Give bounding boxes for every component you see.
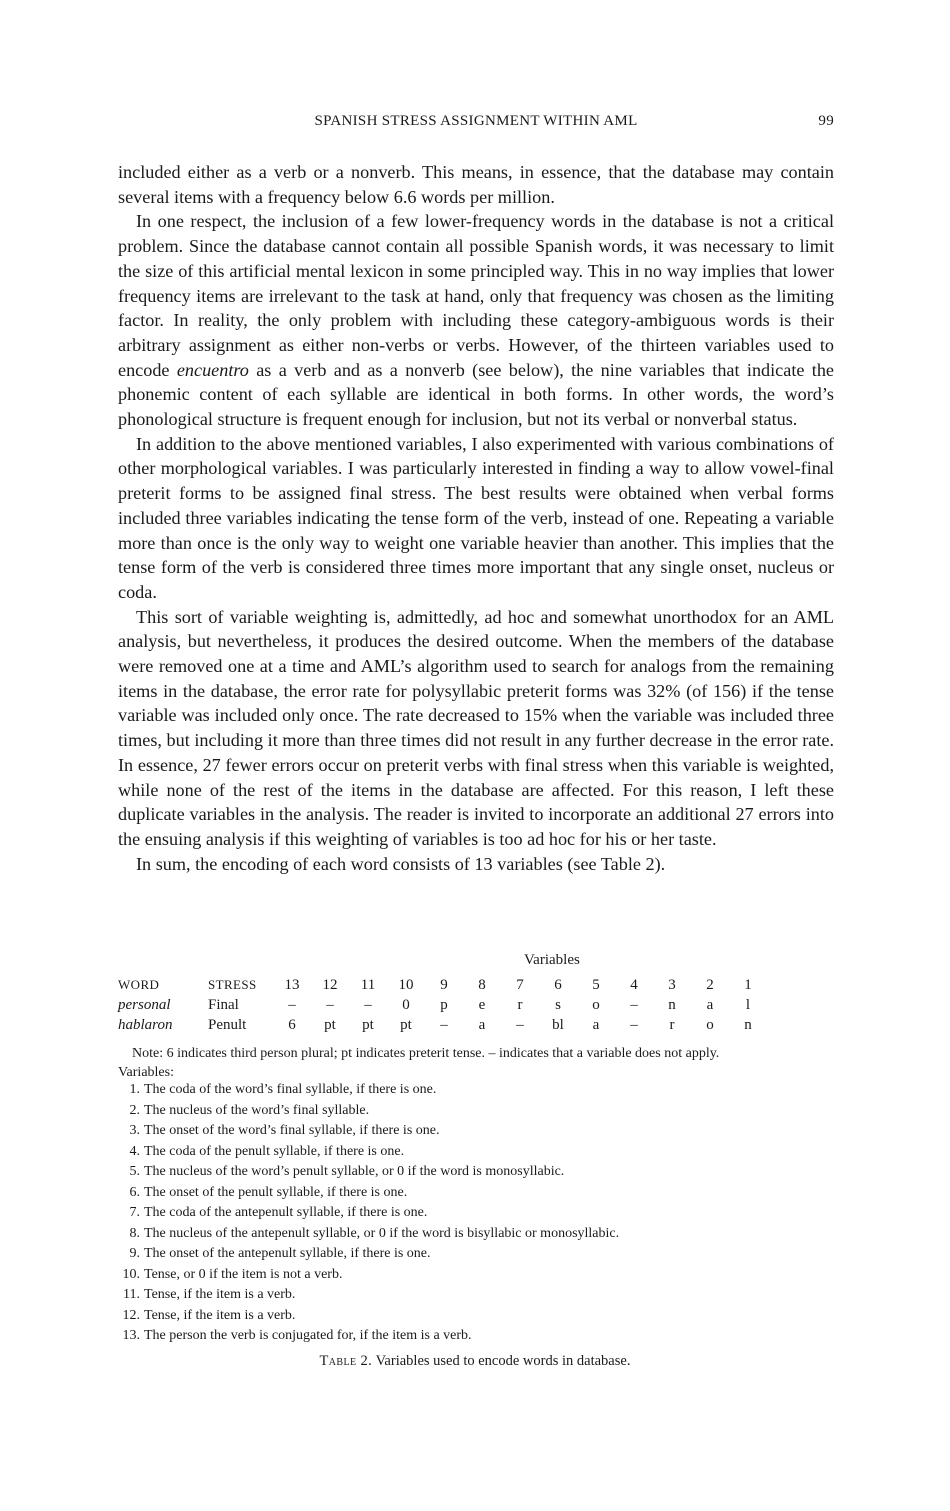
- list-item-number: 9.: [129, 1246, 140, 1261]
- table-row: [118, 1015, 767, 1035]
- table-header-cell: 11: [360, 977, 376, 993]
- table-cell: o: [592, 997, 600, 1013]
- table-cell: –: [630, 997, 638, 1013]
- table-cell: 0: [402, 997, 410, 1013]
- list-item-number: 6.: [129, 1184, 140, 1200]
- table-cell: pt: [324, 1017, 336, 1033]
- list-item-text: The person the verb is conjugated for, if the item is a verb.: [144, 1328, 472, 1343]
- table-header-cell: STRESS: [208, 977, 257, 992]
- paragraph-2-part-b: as a verb and as a nonverb (see below), the nine variables that indicate the phonemic content of each syllable are identical in both forms. In other words, the word’s phonological structure is frequent enough for inclusion, but not its verbal or nonverbal status.: [118, 359, 834, 430]
- list-item-text: The coda of the penult syllable, if there is one.: [144, 1143, 405, 1159]
- paragraph-3: In addition to the above mentioned variables, I also experimented with various combinations of other morphological variables. I was particularly interested in finding a way to allow vowel-final preterit forms to be assigned final stress. The best results were obtained when verbal forms included three variables indicating the tense form of the verb, instead of one. Repeating a variable more than once is the only way to weight one variable heavier than another. This implies that the tense form of the verb is considered three times more important that any single onset, nucleus or coda.: [118, 433, 834, 602]
- table-cell: o: [706, 1017, 714, 1033]
- table-cell: –: [630, 1017, 638, 1033]
- list-item: [118, 1080, 619, 1101]
- list-item-text: The nucleus of the word’s penult syllable, or 0 if the word is monosyllabic.: [144, 1164, 565, 1179]
- list-item-text: Tense, or 0 if the item is not a verb.: [144, 1266, 343, 1282]
- table-cell: a: [706, 997, 714, 1013]
- table-header-cell: 8: [478, 977, 486, 993]
- table-cell: n: [668, 997, 676, 1013]
- table-cell: –: [516, 1017, 524, 1033]
- list-item: [118, 1285, 619, 1306]
- page-number: 99: [818, 113, 834, 129]
- body-text: [118, 160, 834, 876]
- table-header-cell: 3: [668, 977, 676, 993]
- table-cell: s: [555, 997, 561, 1013]
- table-header-cell: 6: [554, 977, 562, 993]
- list-item: [118, 1101, 619, 1122]
- table-cell: pt: [362, 1017, 374, 1033]
- table-cell: 6: [288, 1017, 296, 1033]
- running-title: SPANISH STRESS ASSIGNMENT WITHIN AML: [314, 113, 638, 129]
- table-cell: e: [478, 997, 486, 1013]
- list-item: [118, 1203, 619, 1224]
- list-item: [118, 1183, 619, 1204]
- table-header-cell: 7: [516, 977, 524, 993]
- list-item: [118, 1244, 619, 1265]
- table-caption-label: Table 2.: [319, 1353, 373, 1369]
- list-item: [118, 1142, 619, 1163]
- table-cell: p: [440, 997, 448, 1013]
- list-item-text: The coda of the antepenult syllable, if there is one.: [144, 1205, 428, 1220]
- list-item-number: 11.: [123, 1287, 140, 1302]
- list-item-text: The coda of the word’s final syllable, if there is one.: [144, 1082, 437, 1097]
- table-cell: r: [517, 997, 523, 1013]
- list-item-number: 10.: [122, 1266, 140, 1282]
- list-item-number: 12.: [122, 1307, 140, 1323]
- list-item-text: Tense, if the item is a verb.: [144, 1307, 296, 1323]
- list-item-number: 13.: [122, 1328, 140, 1343]
- table-cell: l: [745, 997, 751, 1013]
- table-cell-word: personal: [118, 997, 171, 1013]
- table-header-row: [118, 975, 767, 995]
- paragraph-1: included either as a verb or a nonverb. This means, in essence, that the database may contain several items with a frequency below 6.6 words per million.: [118, 162, 834, 207]
- list-item-number: 3.: [129, 1123, 140, 1138]
- italic-term: encuentro: [176, 359, 249, 380]
- list-item: [118, 1306, 619, 1327]
- paragraph-5: In sum, the encoding of each word consists of 13 variables (see Table 2).: [136, 853, 666, 874]
- list-item: [118, 1162, 619, 1183]
- list-item-number: 2.: [129, 1102, 140, 1118]
- paragraph-4: This sort of variable weighting is, admittedly, ad hoc and somewhat unorthodox for an AML analysis, but nevertheless, it produces the desired outcome. When the members of the database were removed one at a time and AML’s algorithm used to search for analogs from the remaining items in the database, the error rate for polysyllabic preterit forms was 32% (of 156) if the tense variable was included only once. The rate decreased to 15% when the variable was included three times, but including it more than three times did not result in any further decrease in the error rate. In essence, 27 fewer errors occur on preterit verbs with final stress when this variable is weighted, while none of the rest of the items in the database are affected. For this reason, I left these duplicate variables in the analysis. The reader is invited to incorporate an additional 27 errors into the ensuing analysis if this weighting of variables is too ad hoc for his or her taste.: [118, 606, 834, 849]
- variables-heading: Variables: [524, 952, 580, 968]
- list-item-text: The nucleus of the word’s final syllable.: [144, 1102, 370, 1118]
- table-cell: pt: [400, 1017, 412, 1033]
- encoding-table: [118, 975, 767, 1035]
- table-cell: n: [744, 1017, 752, 1033]
- table-caption: [0, 1353, 950, 1370]
- table-cell: –: [326, 997, 334, 1013]
- table-cell-word: hablaron: [118, 1017, 173, 1033]
- table-row: [118, 995, 767, 1015]
- list-item-text: The onset of the word’s final syllable, if there is one.: [144, 1123, 440, 1138]
- list-item-number: 5.: [129, 1164, 140, 1179]
- list-item-text: The onset of the penult syllable, if there is one.: [144, 1184, 408, 1200]
- table-header-cell: 13: [284, 977, 300, 993]
- list-item-text: Tense, if the item is a verb.: [144, 1287, 296, 1302]
- list-item-number: 4.: [129, 1143, 140, 1159]
- table-cell-stress: Final: [208, 997, 239, 1013]
- paragraph-2: [118, 209, 834, 431]
- table-header-cell: WORD: [118, 977, 160, 992]
- list-item-number: 1.: [129, 1082, 140, 1097]
- table-header-cell: 4: [630, 977, 638, 993]
- table-note-text: Note: 6 indicates third person plural; pt indicates preterit tense. – indicates that a variable does not apply.: [132, 1046, 720, 1061]
- table-header-cell: 1: [744, 977, 752, 993]
- table-header-cell: 12: [322, 977, 338, 993]
- table-header-cell: 10: [398, 977, 414, 993]
- paragraph-2-part-a: In one respect, the inclusion of a few lower-frequency words in the database is not a critical problem. Since the database cannot contain all possible Spanish words, it was necessary to limit the size of this artificial mental lexicon in some principled way. This in no way implies that lower frequency items are irrelevant to the task at hand, only that frequency was chosen as the limiting factor. In reality, the only problem with including these category-ambiguous words is their arbitrary assignment as either non-verbs or verbs. However, of the thirteen variables used to encode: [118, 211, 834, 380]
- list-item-text: The nucleus of the antepenult syllable, or 0 if the word is bisyllabic or monosyllabic.: [144, 1225, 620, 1241]
- table-cell: –: [440, 1017, 448, 1033]
- table-header-cell: 5: [592, 977, 600, 993]
- table-cell: bl: [552, 1017, 564, 1033]
- table-header-cell: 2: [706, 977, 714, 993]
- table-cell: a: [592, 1017, 600, 1033]
- table-cell: a: [478, 1017, 486, 1033]
- list-item: [118, 1121, 619, 1142]
- variables-label: Variables:: [118, 1065, 174, 1080]
- table-caption-text: Variables used to encode words in database.: [372, 1353, 631, 1369]
- list-item-number: 7.: [129, 1205, 140, 1220]
- table-cell: –: [364, 997, 372, 1013]
- table-cell: r: [669, 1017, 675, 1033]
- variable-list: [118, 1080, 619, 1347]
- running-header: [118, 113, 834, 135]
- table-header-cell: 9: [440, 977, 448, 993]
- list-item-text: The onset of the antepenult syllable, if there is one.: [144, 1246, 431, 1261]
- list-item: [118, 1326, 619, 1347]
- table-cell: –: [288, 997, 296, 1013]
- table-cell-stress: Penult: [208, 1017, 247, 1033]
- list-item-number: 8.: [129, 1225, 140, 1241]
- list-item: [118, 1224, 619, 1245]
- list-item: [118, 1265, 619, 1286]
